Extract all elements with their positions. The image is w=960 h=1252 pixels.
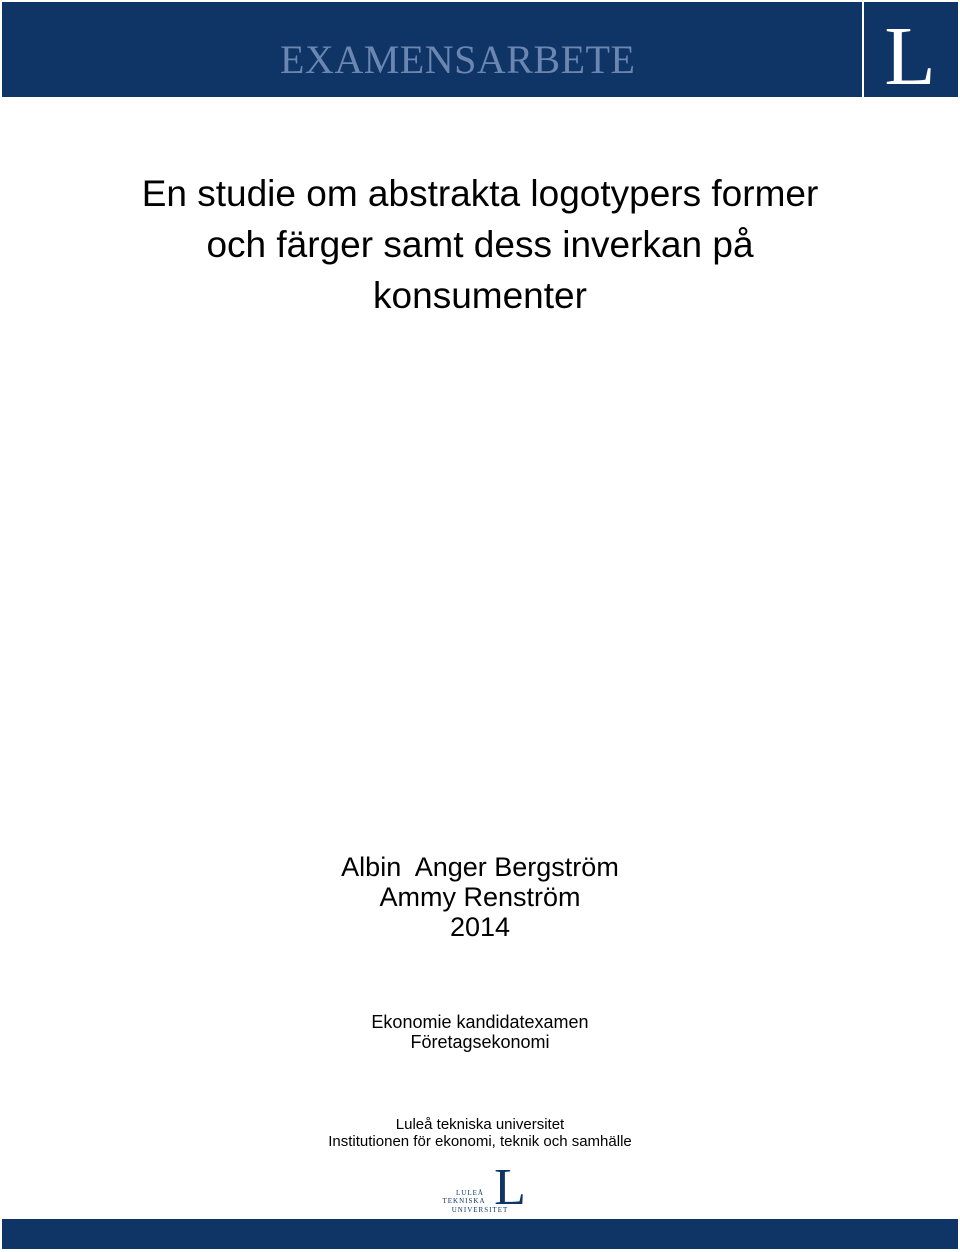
header-title: EXAMENSARBETE (280, 37, 636, 82)
uni-logo-letter: L (494, 1160, 526, 1216)
authors-block (180, 852, 780, 942)
footer-band (2, 1219, 958, 1249)
university-name: Luleå tekniska universitet (395, 1116, 565, 1133)
author-name-2: Ammy Renström (379, 882, 581, 912)
publication-year: 2014 (449, 912, 511, 942)
university-block (180, 1116, 780, 1150)
department-name: Institutionen för ekonomi, teknik och samhälle (328, 1133, 632, 1150)
uni-logo-text-1: LULEÅ (456, 1189, 484, 1197)
uni-logo-text-2: TEKNISKA (442, 1197, 486, 1205)
title-line-3: konsumenter (373, 275, 587, 316)
degree-program: Ekonomie kandidatexamen (371, 1012, 589, 1032)
degree-subject: Företagsekonomi (410, 1032, 550, 1052)
header-logo-letter: L (884, 10, 936, 97)
ltu-university-logo-icon (430, 1160, 530, 1216)
document-title (60, 168, 900, 321)
title-line-2: och färger samt dess inverkan på (206, 224, 754, 265)
author-name-1: Albin Anger Bergström (341, 852, 619, 882)
degree-block (180, 1012, 780, 1052)
ltu-l-logo-icon (866, 2, 958, 97)
header-divider (862, 2, 864, 97)
uni-logo-text-3: UNIVERSITET (451, 1206, 509, 1214)
title-line-1: En studie om abstrakta logotypers former (141, 173, 819, 214)
